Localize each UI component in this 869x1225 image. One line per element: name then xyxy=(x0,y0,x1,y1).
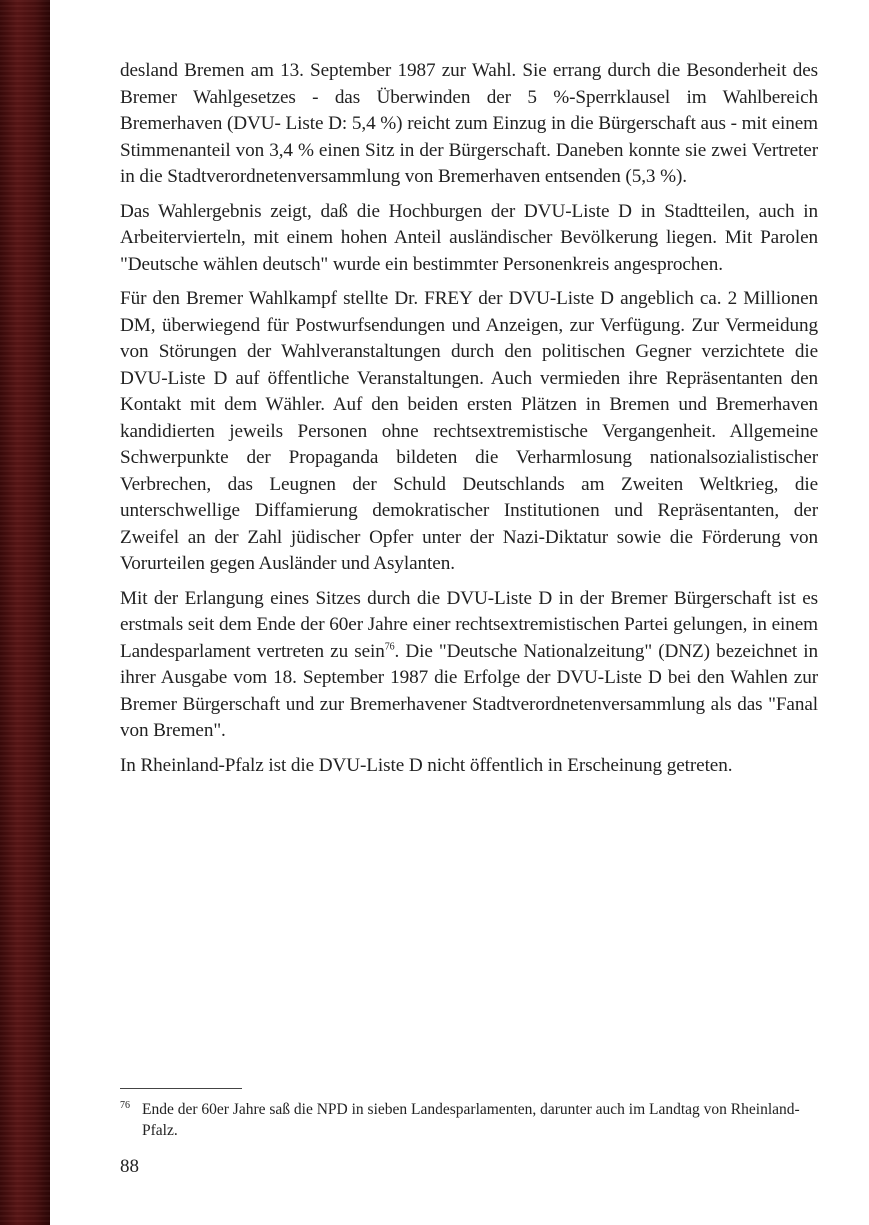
paragraph-1-text: desland Bremen am 13. September 1987 zur Wahl. Sie errang durch die Besonderheit des Bremer Wahlgesetzes - das Überwinden der 5 %-Sperrklausel im Wahlbereich Bremerhaven (DVU- Liste D: 5,4 %) reicht zum Einzug in die Bürgerschaft aus - mit einem Stimmenanteil von 3,4 % einen Sitz in der Bürgerschaft. Daneben konnte sie zwei Vertreter in die Stadtverordnetenversammlung von Bremerhaven entsenden (5,3 %). xyxy=(120,60,818,187)
body-text xyxy=(120,58,818,787)
page-number: 88 xyxy=(120,1156,139,1177)
paragraph-4-text-after: . Die "Deutsche Nationalzeitung" (DNZ) bezeichnet in ihrer Ausgabe vom 18. September 1987 die Erfolge der DVU-Liste D bei den Wahlen zur Bremer Bürgerschaft und zur Bremerhavener Stadtverordnetenversammlung als das "Fanal von Bremen". xyxy=(120,640,818,741)
paragraph-2 xyxy=(120,199,818,279)
paragraph-5-text: In Rheinland-Pfalz ist die DVU-Liste D nicht öffentlich in Erscheinung getreten. xyxy=(120,754,733,776)
paragraph-3-text: Für den Bremer Wahlkampf stellte Dr. FREY der DVU-Liste D angeblich ca. 2 Millionen DM, überwiegend für Postwurfsendungen und Anzeigen, zur Verfügung. Zur Vermeidung von Störungen der Wahlveranstaltungen durch den politischen Gegner verzichtete die DVU-Liste D auf öffentliche Veranstaltungen. Auch vermieden ihre Repräsentanten den Kontakt mit dem Wähler. Auf den beiden ersten Plätzen in Bremen und Bremerhaven kandidierten jeweils Personen ohne rechtsextremistische Vergangenheit. Allgemeine Schwerpunkte der Propaganda bildeten die Verharmlosung nationalsozialistischer Verbrechen, das Leugnen der Schuld Deutschlands am Zweiten Weltkrieg, die unterschwellige Diffamierung demokratischer Institutionen und Repräsentanten, der Zweifel an der Zahl jüdischer Opfer unter der Nazi-Diktatur sowie die Förderung von Vorurteilen gegen Ausländer und Asylanten. xyxy=(120,288,818,574)
paragraph-3 xyxy=(120,286,818,578)
book-spine-edge xyxy=(0,0,50,1225)
footnote-divider xyxy=(120,1088,242,1089)
footnote-section xyxy=(120,1088,818,1141)
paragraph-2-text: Das Wahlergebnis zeigt, daß die Hochburgen der DVU-Liste D in Stadtteilen, auch in Arbeitervierteln, mit einem hohen Anteil ausländischer Bevölkerung liegen. Mit Parolen "Deutsche wählen deutsch" wurde ein bestimmter Personenkreis angesprochen. xyxy=(120,200,818,275)
footnote xyxy=(120,1099,818,1141)
footnote-reference[interactable]: 76 xyxy=(384,641,395,653)
footnote-marker: 76 xyxy=(120,1100,130,1111)
paragraph-5 xyxy=(120,753,818,780)
paragraph-1 xyxy=(120,58,818,191)
footnote-text: Ende der 60er Jahre saß die NPD in sieben Landesparlamenten, darunter auch im Landtag von Rheinland-Pfalz. xyxy=(142,1101,800,1139)
paragraph-4 xyxy=(120,586,818,745)
paragraph-4-text-before: Mit der Erlangung eines Sitzes durch die DVU-Liste D in der Bremer Bürgerschaft ist es erstmals seit dem Ende der 60er Jahre einer rechtsextremistischen Partei gelungen, in einem Landesparlament vertreten zu sein xyxy=(120,587,818,662)
